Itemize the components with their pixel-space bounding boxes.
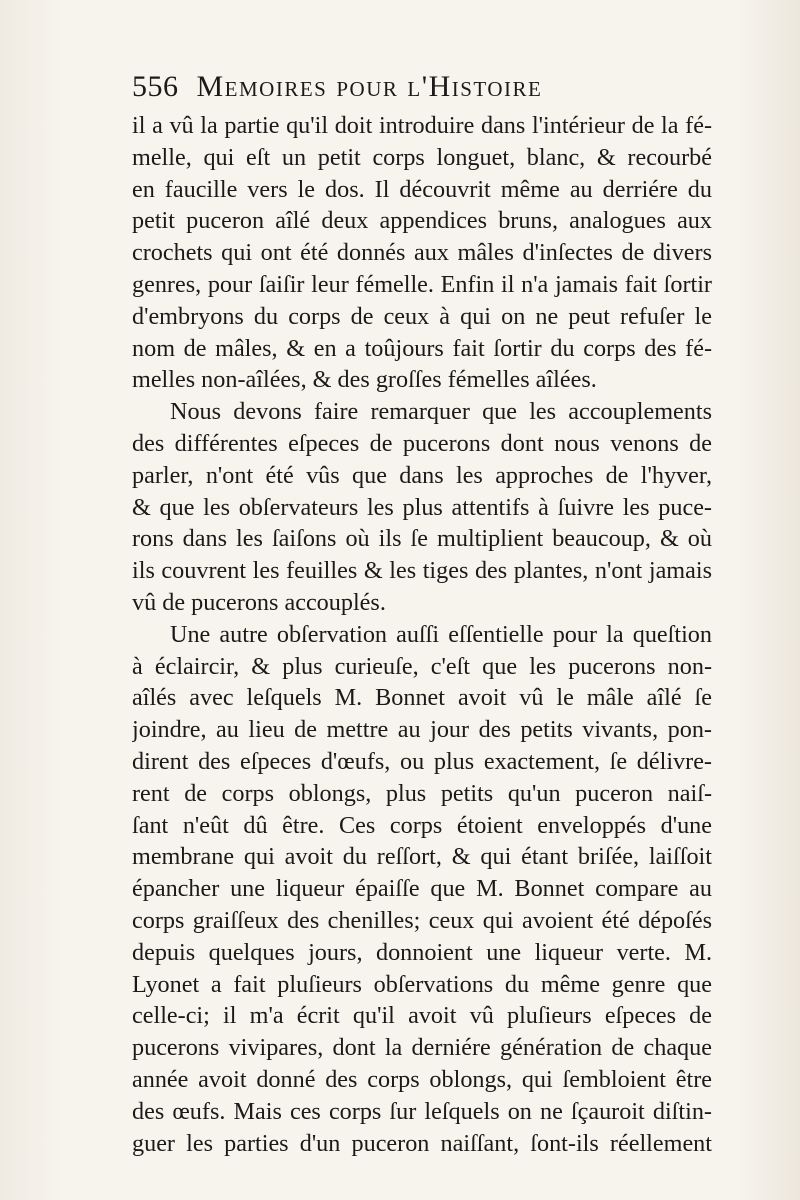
text-line: rent de corps oblongs, plus petits qu'un puceron naiſ- [132,779,712,807]
text-line: petit puceron aîlé deux appendices bruns, analogues aux [132,207,712,235]
text-line: aîlés avec leſquels M. Bonnet avoit vû le mâle aîlé ſe [132,684,712,712]
text-line: des différentes eſpeces de pucerons dont nous venons de [132,429,712,457]
text-line: dirent des eſpeces d'œufs, ou plus exactement, ſe délivre- [132,747,712,775]
running-head-title: Memoires pour l'Histoire [196,70,543,103]
text-line: pucerons vivipares, dont la derniére génération de chaque [132,1034,712,1062]
text-line: ſant n'eût dû être. Ces corps étoient enveloppés d'une [132,811,712,839]
text-line: membrane qui avoit du reſſort, & qui étant briſée, laiſſoit [132,843,712,871]
text-line: année avoit donné des corps oblongs, qui ſembloient être [132,1065,712,1093]
text-line: vû de pucerons accouplés. [132,588,386,616]
paragraph-first-line: Nous devons faire remarquer que les accouplements [170,398,712,426]
text-line: corps graiſſeux des chenilles; ceux qui avoient été dépoſés [132,906,712,934]
text-line: celle-ci; il m'a écrit qu'il avoit vû pluſieurs eſpeces de [132,1002,712,1030]
running-head [132,70,732,104]
text-line: rons dans les ſaiſons où ils ſe multiplient beaucoup, & où [132,525,712,553]
body-text [132,110,712,1159]
text-line: crochets qui ont été donnés aux mâles d'inſectes de divers [132,239,712,267]
text-line: en faucille vers le dos. Il découvrit même au derriére du [132,175,712,203]
text-line: & que les obſervateurs les plus attentifs à ſuivre les puce- [132,493,712,521]
text-line: depuis quelques jours, donnoient une liqueur verte. M. [132,938,712,966]
text-line: épancher une liqueur épaiſſe que M. Bonnet compare au [132,875,712,903]
text-line: d'embryons du corps de ceux à qui on ne peut refuſer le [132,302,712,330]
text-line: ils couvrent les feuilles & les tiges des plantes, n'ont jamais [132,557,712,585]
text-line: Lyonet a fait pluſieurs obſervations du même genre que [132,970,712,998]
page-number: 556 [132,70,179,103]
text-line: melles non-aîlées, & des groſſes fémelles aîlées. [132,366,597,394]
text-line: des œufs. Mais ces corps ſur leſquels on ne ſçauroit diſtin- [132,1097,712,1125]
text-line: guer les parties d'un puceron naiſſant, ſont-ils réellement [132,1129,712,1157]
text-line: parler, n'ont été vûs que dans les approches de l'hyver, [132,461,712,489]
text-line: nom de mâles, & en a toûjours fait ſortir du corps des fé- [132,334,712,362]
paragraph-first-line: Une autre obſervation auſſi eſſentielle pour la queſtion [170,620,712,648]
text-line: joindre, au lieu de mettre au jour des petits vivants, pon- [132,716,712,744]
text-line: melle, qui eſt un petit corps longuet, blanc, & recourbé [132,143,712,171]
text-line: il a vû la partie qu'il doit introduire dans l'intérieur de la fé- [132,112,712,139]
text-line: à éclaircir, & plus curieuſe, c'eſt que les pucerons non- [132,652,712,680]
text-line: genres, pour ſaiſir leur fémelle. Enfin il n'a jamais fait ſortir [132,270,712,298]
